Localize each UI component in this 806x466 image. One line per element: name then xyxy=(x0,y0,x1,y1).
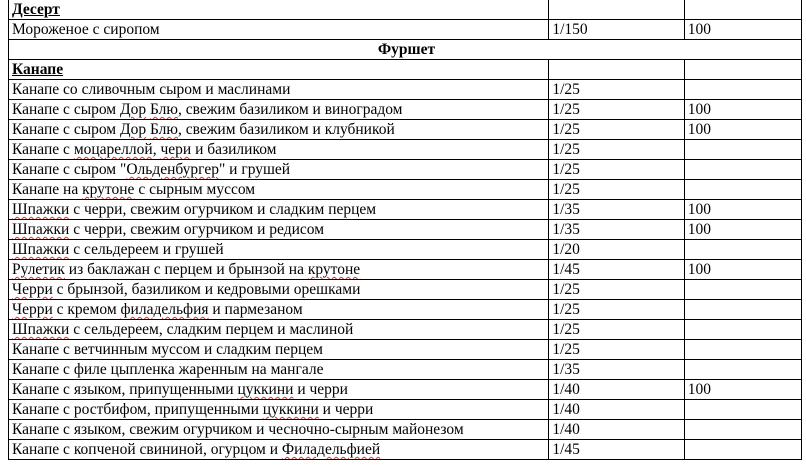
item-price: 100 xyxy=(684,100,801,120)
item-price xyxy=(684,340,801,360)
item-price xyxy=(684,240,801,260)
table-row xyxy=(9,120,802,140)
buffet-banner: Фуршет xyxy=(9,40,802,60)
table-row xyxy=(9,360,802,380)
table-row xyxy=(9,280,802,300)
item-price: 100 xyxy=(684,20,801,40)
item-price xyxy=(684,280,801,300)
table-row xyxy=(9,100,802,120)
table-row xyxy=(9,140,802,160)
item-name: Канапе с моцареллой, чери и базиликом xyxy=(9,140,549,160)
item-name: Канапе с ростбифом, припущенными цуккини и черри xyxy=(9,400,549,420)
item-price xyxy=(684,300,801,320)
item-portion: 1/25 xyxy=(549,180,684,200)
table-row xyxy=(9,420,802,440)
table-row xyxy=(9,20,802,40)
item-portion: 1/25 xyxy=(549,100,684,120)
item-name: Канапе с филе цыпленка жаренным на мангале xyxy=(9,360,549,380)
item-portion: 1/20 xyxy=(549,240,684,260)
item-name: Канапе на крутоне с сырным муссом xyxy=(9,180,549,200)
item-price xyxy=(684,420,801,440)
item-portion: 1/25 xyxy=(549,320,684,340)
table-row xyxy=(9,200,802,220)
item-name: Канапе с копченой свининой, огурцом и Филадельфией xyxy=(9,440,549,460)
item-name: Канапе с сыром Дор Блю, свежим базиликом и виноградом xyxy=(9,100,549,120)
table-row xyxy=(9,380,802,400)
item-portion: 1/45 xyxy=(549,260,684,280)
item-name: Канапе с ветчинным муссом и сладким перцем xyxy=(9,340,549,360)
item-name: Шпажки с сельдереем, сладким перцем и маслиной xyxy=(9,320,549,340)
table-row xyxy=(9,340,802,360)
dessert-heading-row xyxy=(9,0,802,20)
item-name: Мороженое с сиропом xyxy=(9,20,549,40)
table-row xyxy=(9,320,802,340)
item-price xyxy=(684,80,801,100)
item-price: 100 xyxy=(684,220,801,240)
item-portion: 1/25 xyxy=(549,340,684,360)
item-portion: 1/45 xyxy=(549,440,684,460)
item-name: Канапе со сливочным сыром и маслинами xyxy=(9,80,549,100)
item-name: Рулетик из баклажан с перцем и брынзой на крутоне xyxy=(9,260,549,280)
item-portion: 1/35 xyxy=(549,220,684,240)
item-portion: 1/25 xyxy=(549,300,684,320)
table-row xyxy=(9,240,802,260)
item-price: 100 xyxy=(684,380,801,400)
table-row xyxy=(9,440,802,460)
buffet-banner-row xyxy=(9,40,802,60)
item-name: Канапе с сыром Дор Блю, свежим базиликом и клубникой xyxy=(9,120,549,140)
item-price xyxy=(684,180,801,200)
canape-heading-row xyxy=(9,60,802,80)
table-row xyxy=(9,80,802,100)
item-portion: 1/25 xyxy=(549,160,684,180)
item-price xyxy=(684,400,801,420)
item-portion: 1/35 xyxy=(549,200,684,220)
table-row xyxy=(9,400,802,420)
item-name: Канапе с сыром "Ольденбургер" и грушей xyxy=(9,160,549,180)
item-name: Канапе с языком, свежим огурчиком и чесночно-сырным майонезом xyxy=(9,420,549,440)
item-name: Канапе с языком, припущенными цуккини и черри xyxy=(9,380,549,400)
item-price xyxy=(684,160,801,180)
menu-table-body xyxy=(9,0,802,460)
table-row xyxy=(9,260,802,280)
item-portion: 1/40 xyxy=(549,380,684,400)
table-row xyxy=(9,300,802,320)
canape-heading: Канапе xyxy=(9,60,549,80)
empty-cell xyxy=(549,60,684,80)
item-portion: 1/35 xyxy=(549,360,684,380)
dessert-heading: Десерт xyxy=(9,0,549,20)
item-portion: 1/25 xyxy=(549,120,684,140)
item-price xyxy=(684,320,801,340)
menu-table xyxy=(8,0,802,460)
empty-cell xyxy=(684,60,801,80)
item-price: 100 xyxy=(684,120,801,140)
item-price xyxy=(684,440,801,460)
empty-cell xyxy=(684,0,801,20)
item-portion: 1/25 xyxy=(549,140,684,160)
table-row xyxy=(9,220,802,240)
item-portion: 1/25 xyxy=(549,280,684,300)
item-name: Шпажки с сельдереем и грушей xyxy=(9,240,549,260)
item-name: Шпажки с черри, свежим огурчиком и сладким перцем xyxy=(9,200,549,220)
item-portion: 1/40 xyxy=(549,420,684,440)
item-price xyxy=(684,140,801,160)
item-name: Шпажки с черри, свежим огурчиком и редисом xyxy=(9,220,549,240)
item-price: 100 xyxy=(684,260,801,280)
table-row xyxy=(9,180,802,200)
item-name: Черри с кремом филадельфия и пармезаном xyxy=(9,300,549,320)
item-portion: 1/40 xyxy=(549,400,684,420)
item-price: 100 xyxy=(684,200,801,220)
empty-cell xyxy=(549,0,684,20)
item-portion: 1/150 xyxy=(549,20,684,40)
item-name: Черри с брынзой, базиликом и кедровыми орешками xyxy=(9,280,549,300)
item-portion: 1/25 xyxy=(549,80,684,100)
item-price xyxy=(684,360,801,380)
table-row xyxy=(9,160,802,180)
